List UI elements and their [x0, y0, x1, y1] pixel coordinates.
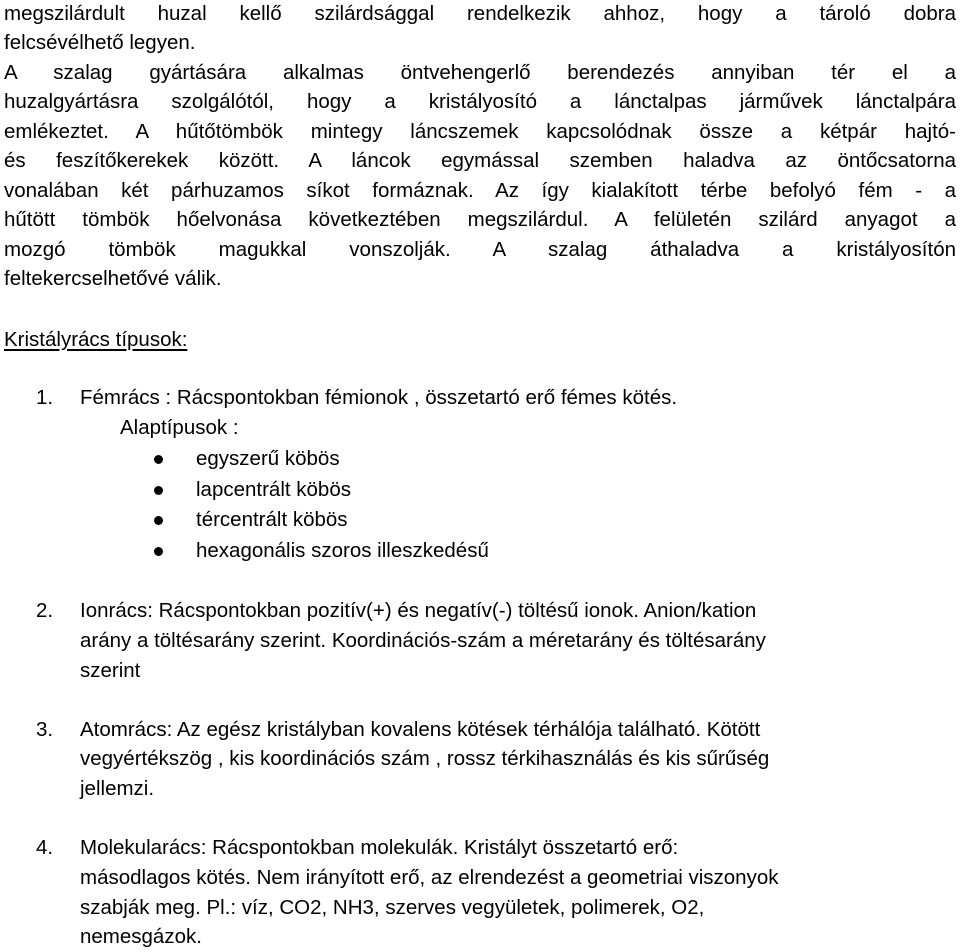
- paragraph-line: mozgó tömbök magukkal vonszolják. A szalag áthaladva a kristályosítón: [4, 238, 956, 261]
- item-line: szerint: [80, 659, 141, 682]
- paragraph-line: A szalag gyártására alkalmas öntvehengerlő berendezés annyiban tér el a: [4, 61, 956, 84]
- paragraph-line: felcsévélhető legyen.: [4, 31, 196, 54]
- bullet-text: tércentrált köbös: [196, 508, 348, 531]
- item-line: nemesgázok.: [80, 925, 202, 948]
- item-line: Molekularács: Rácspontokban molekulák. Kristályt összetartó erő:: [80, 836, 679, 859]
- paragraph-line: és feszítőkerekek között. A láncok egymással szemben haladva az öntőcsatorna: [4, 149, 956, 172]
- item-number: 1.: [36, 386, 54, 409]
- paragraph-line: megszilárdult huzal kellő szilárdsággal rendelkezik ahhoz, hogy a tároló dobra: [4, 2, 956, 25]
- item-line: jellemzi.: [80, 777, 155, 800]
- bullet-icon: [154, 516, 163, 525]
- bullet-text: lapcentrált köbös: [196, 478, 351, 501]
- item-number: 4.: [36, 836, 54, 859]
- item-number: 3.: [36, 718, 54, 741]
- item-line: Ionrács: Rácspontokban pozitív(+) és negatív(-) töltésű ionok. Anion/kation: [80, 599, 757, 622]
- paragraph-line: hűtött tömbök hőelvonása következtében megszilárdul. A felületén szilárd anyagot a: [4, 208, 956, 231]
- paragraph-line: emlékeztet. A hűtőtömbök mintegy láncszemek kapcsolódnak össze a kétpár hajtó-: [4, 120, 956, 143]
- item-line: Atomrács: Az egész kristályban kovalens kötések térhálója található. Kötött: [80, 718, 761, 741]
- item-line: arány a töltésarány szerint. Koordinációs-szám a méretarány és töltésarány: [80, 629, 766, 652]
- bullet-icon: [154, 455, 163, 464]
- item-line: vegyértékszög , kis koordinációs szám , rossz térkihasználás és kis sűrűség: [80, 747, 770, 770]
- bullet-text: egyszerű köbös: [196, 447, 340, 470]
- bullet-icon: [154, 486, 163, 495]
- item-line: Fémrács : Rácspontokban fémionok , összetartó erő fémes kötés.: [80, 386, 678, 409]
- item-number: 2.: [36, 599, 54, 622]
- item-subheading: Alaptípusok :: [120, 416, 239, 439]
- item-line: másodlagos kötés. Nem irányított erő, az elrendezést a geometriai viszonyok: [80, 866, 779, 889]
- bullet-icon: [154, 547, 163, 556]
- section-heading: Kristályrács típusok:: [4, 328, 188, 351]
- bullet-text: hexagonális szoros illeszkedésű: [196, 539, 489, 562]
- paragraph-line: vonalában két párhuzamos síkot formáznak. Az így kialakított térbe befolyó fém - a: [4, 179, 956, 202]
- item-line: szabják meg. Pl.: víz, CO2, NH3, szerves vegyületek, polimerek, O2,: [80, 896, 705, 919]
- paragraph-line: feltekercselhetővé válik.: [4, 267, 222, 290]
- paragraph-line: huzalgyártásra szolgálótól, hogy a kristályosító a lánctalpas járművek lánctalpára: [4, 90, 956, 113]
